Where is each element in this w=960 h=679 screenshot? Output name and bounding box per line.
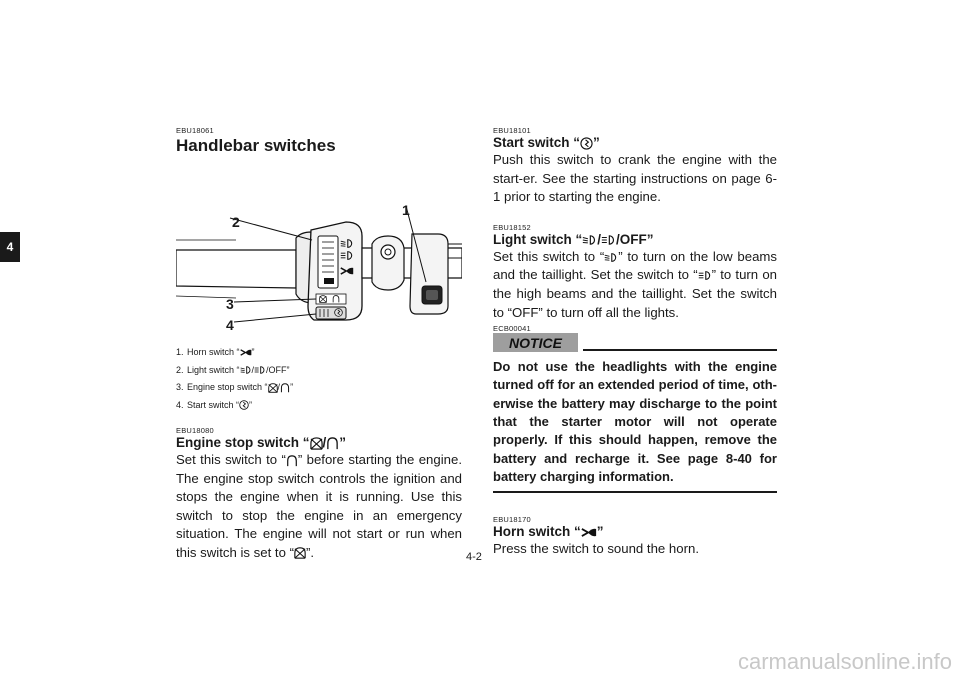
legend-text: Light switch “ (187, 364, 240, 375)
start-icon (239, 400, 249, 410)
title-text: Light switch “ (493, 231, 583, 247)
section-title (493, 232, 777, 248)
section-code: EBU18080 (176, 426, 214, 435)
section-title (176, 435, 462, 451)
horn-icon (240, 348, 252, 357)
body-text: ” to turn on the high beams and the taillight. Set the switch to “OFF” to turn off all the lights. (493, 267, 777, 320)
section-code: ECB00041 (493, 324, 531, 334)
high-beam-icon (698, 270, 712, 281)
horn-icon (581, 527, 597, 538)
notice-body: Do not use the headlights with the engine turned off for an extended period of time, oth-erwise the battery may discharge to the point that the starter motor will not operate properly. If this should happen, remove the battery and recharge it. See page 8-40 for battery charging information. (493, 359, 777, 484)
title-text-end: /OFF” (616, 231, 654, 247)
section-code: EBU18101 (493, 126, 531, 135)
title-separator: / (322, 435, 327, 450)
legend-text-end: ” (249, 399, 253, 410)
section-title (493, 135, 777, 151)
body-text: ” to turn on the low beams and the taillight. Set the switch to “ (493, 248, 777, 283)
title-separator: / (597, 231, 602, 247)
engine-stop-icon (310, 437, 323, 450)
callout-2: 2 (232, 214, 240, 230)
notice-header (493, 333, 777, 353)
section-title (493, 524, 777, 540)
legend-item (176, 344, 462, 362)
body-text: Set this switch to “ (176, 452, 286, 467)
start-icon (580, 137, 593, 150)
notice-end-rule (493, 491, 777, 493)
engine-stop-section (176, 426, 462, 563)
low-beam-icon (240, 365, 252, 375)
body-text: Set this switch to “ (493, 248, 605, 264)
figure-legend (176, 344, 462, 414)
chapter-tab: 4 (0, 232, 20, 262)
handlebar-figure (176, 178, 462, 338)
section-code: EBU18061 (176, 126, 214, 135)
start-switch-section (493, 126, 777, 207)
light-switch-section (493, 223, 777, 322)
title-text-end: ” (596, 524, 604, 540)
high-beam-icon (601, 234, 616, 246)
body-text: ” before starting the engine. The engine stop switch controls the ignition and stops the engine when it is running. Use this switch to stop the engine in an emergency situation. The engine will not start or run when this switch is set to “ (176, 452, 462, 560)
notice-rule (583, 349, 777, 351)
legend-number: 2. (176, 364, 184, 375)
left-column (176, 126, 462, 563)
legend-text-end: /OFF” (266, 364, 290, 375)
title-text-end: ” (339, 435, 347, 450)
callout-1: 1 (402, 202, 410, 218)
legend-text: Start switch “ (187, 399, 240, 410)
section-body (493, 248, 777, 322)
engine-run-icon (280, 383, 290, 393)
legend-item (176, 362, 462, 380)
notice-badge: NOTICE (493, 333, 578, 352)
engine-run-icon (326, 437, 339, 450)
callout-4: 4 (226, 317, 234, 333)
section-code: EBU18170 (493, 515, 531, 525)
legend-number: 3. (176, 382, 184, 392)
legend-item (176, 397, 462, 415)
title-text: Start switch “ (493, 135, 581, 150)
right-column (493, 126, 777, 559)
title-text: Horn switch “ (493, 524, 581, 540)
title-text-end: ” (593, 135, 600, 150)
legend-item (176, 379, 462, 397)
page-title: Handlebar switches (176, 136, 336, 155)
section-body: Press the switch to sound the horn. (493, 541, 699, 557)
high-beam-icon (254, 365, 266, 375)
legend-number: 4. (176, 399, 184, 410)
section-code: EBU18152 (493, 222, 531, 232)
legend-number: 1. (176, 347, 184, 357)
engine-run-icon (286, 455, 298, 467)
low-beam-icon (604, 252, 618, 263)
horn-switch-section (493, 515, 777, 559)
engine-stop-icon (268, 383, 278, 393)
legend-text: Horn switch “ (187, 347, 240, 357)
section-body: Push this switch to crank the engine with the start-er. See the starting instructions on page 6-1 prior to starting the engine. (493, 152, 777, 205)
engine-stop-icon (294, 547, 306, 559)
handlebar-illustration (176, 178, 462, 338)
body-text: ”. (306, 544, 315, 560)
legend-separator: / (251, 364, 255, 375)
legend-text-end: ” (251, 347, 255, 357)
legend-text: Engine stop switch “ (187, 382, 268, 392)
notice-section (493, 324, 777, 493)
watermark: carmanualsonline.info (737, 649, 952, 674)
title-text: Engine stop switch “ (176, 435, 310, 450)
low-beam-icon (582, 234, 597, 246)
page-number: 4-2 (466, 551, 482, 563)
section-body (176, 451, 462, 563)
legend-separator: / (277, 382, 281, 392)
legend-text-end: ” (290, 382, 294, 392)
callout-3: 3 (226, 296, 234, 312)
